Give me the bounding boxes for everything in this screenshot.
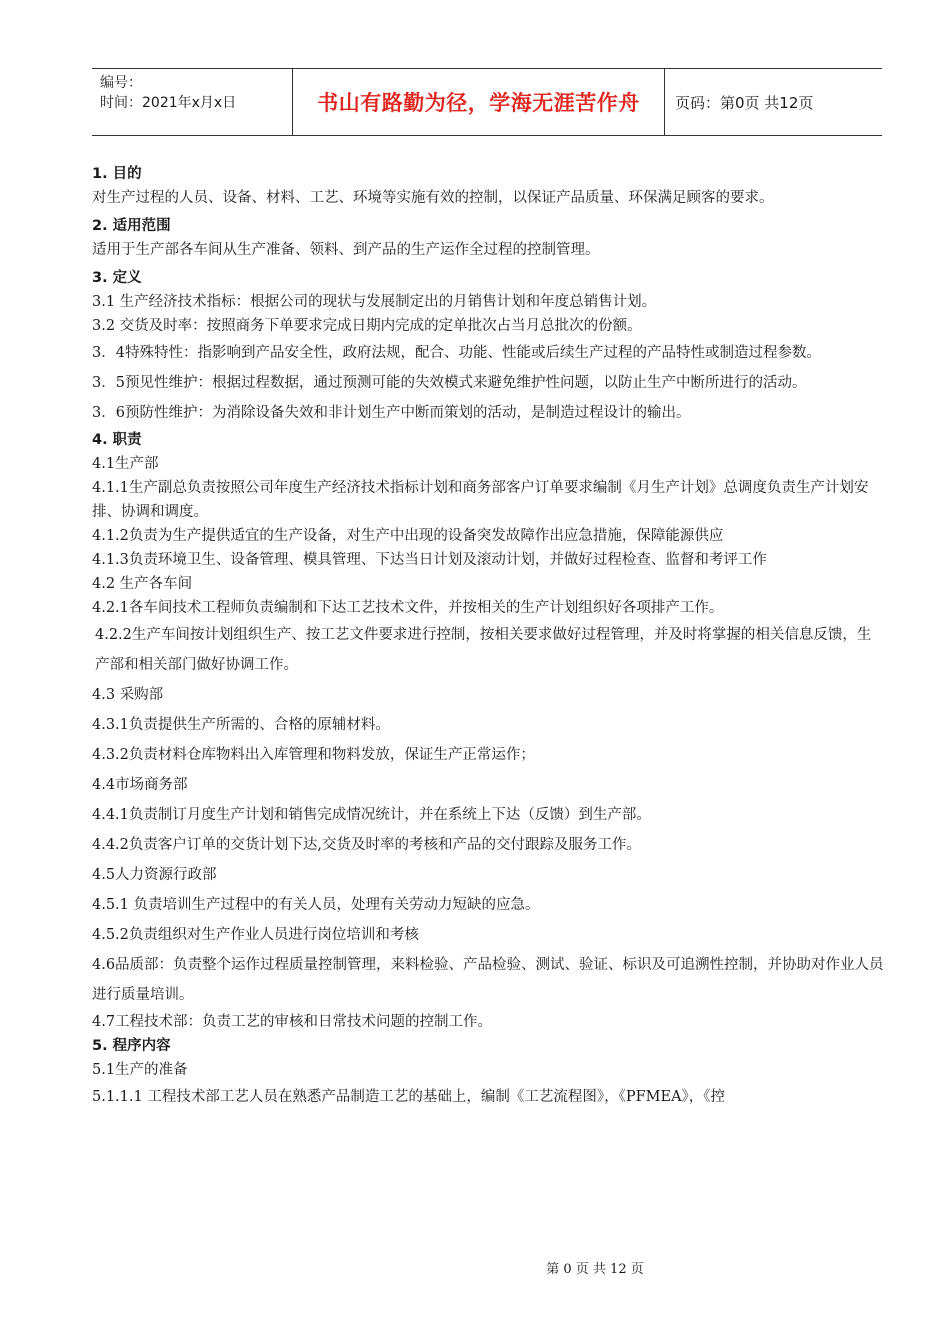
document-body xyxy=(92,162,884,1112)
section-title-definitions: 3. 定义 xyxy=(92,270,142,286)
paragraph: 4.3.2负责材料仓库物料出入库管理和物料发放，保证生产正常运作； xyxy=(92,747,535,763)
paragraph: 4.4.1负责制订月度生产计划和销售完成情况统计，并在系统上下达（反馈）到生产部。 xyxy=(92,807,651,823)
paragraph: 3．5预见性维护：根据过程数据，通过预测可能的失效模式来避免维护性问题，以防止生产中断所进行的活动。 xyxy=(92,375,807,391)
paragraph: 4.1.3负责环境卫生、设备管理、模具管理、下达当日计划及滚动计划，并做好过程检查、监督和考评工作 xyxy=(92,552,767,568)
header-meta xyxy=(92,69,292,135)
page-header xyxy=(92,68,882,136)
header-page-number: 页码：第0页 共12页 xyxy=(675,93,814,112)
paragraph: 3.1 生产经济技术指标：根据公司的现状与发展制定出的月销售计划和年度总销售计划。 xyxy=(92,294,657,310)
paragraph: 4.1生产部 xyxy=(92,456,159,472)
paragraph: 3.2 交货及时率：按照商务下单要求完成日期内完成的定单批次占当月总批次的份额。 xyxy=(92,318,642,334)
paragraph: 4.3.1负责提供生产所需的、合格的原辅材料。 xyxy=(92,717,390,733)
paragraph: 4.2.1各车间技术工程师负责编制和下达工艺技术文件，并按相关的生产计划组织好各项排产工作。 xyxy=(92,600,724,616)
paragraph: 4.5人力资源行政部 xyxy=(92,867,217,883)
paragraph: 4.1.1生产副总负责按照公司年度生产经济技术指标计划和商务部客户订单要求编制《月生产计划》总调度负责生产计划安排、协调和调度。 xyxy=(92,480,869,520)
paragraph: 4.5.2负责组织对生产作业人员进行岗位培训和考核 xyxy=(92,927,419,943)
paragraph: 5.1生产的准备 xyxy=(92,1062,188,1078)
document-time-label: 时间：2021年x月x日 xyxy=(100,95,237,111)
paragraph: 4.7工程技术部：负责工艺的审核和日常技术问题的控制工作。 xyxy=(92,1014,493,1030)
paragraph: 3．6预防性维护：为消除设备失效和非计划生产中断而策划的活动，是制造过程设计的输出。 xyxy=(92,405,691,421)
paragraph: 适用于生产部各车间从生产准备、领料、到产品的生产运作全过程的控制管理。 xyxy=(92,242,600,258)
paragraph: 对生产过程的人员、设备、材料、工艺、环境等实施有效的控制，以保证产品质量、环保满足顾客的要求。 xyxy=(92,190,774,206)
document-code-label: 编号： xyxy=(100,75,142,91)
paragraph: 4.2 生产各车间 xyxy=(92,576,193,592)
section-title-purpose: 1. 目的 xyxy=(92,166,142,182)
section-title-scope: 2. 适用范围 xyxy=(92,218,171,234)
paragraph: 4.3 采购部 xyxy=(92,687,164,703)
paragraph: 4.4.2负责客户订单的交货计划下达,交货及时率的考核和产品的交付跟踪及服务工作。 xyxy=(92,837,642,853)
paragraph: 4.5.1 负责培训生产过程中的有关人员，处理有关劳动力短缺的应急。 xyxy=(92,897,540,913)
section-title-responsibilities: 4. 职责 xyxy=(92,432,142,448)
paragraph: 5.1.1.1 工程技术部工艺人员在熟悉产品制造工艺的基础上，编制《工艺流程图》，《PFMEA》，《控 xyxy=(92,1089,726,1105)
header-motto: 书山有路勤为径，学海无涯苦作舟 xyxy=(292,69,665,135)
section-title-procedure: 5. 程序内容 xyxy=(92,1038,171,1054)
paragraph: 4.2.2生产车间按计划组织生产、按工艺文件要求进行控制，按相关要求做好过程管理，并及时将掌握的相关信息反馈，生产部和相关部门做好协调工作。 xyxy=(95,627,872,673)
paragraph: 4.1.2负责为生产提供适宜的生产设备，对生产中出现的设备突发故障作出应急措施，保障能源供应 xyxy=(92,528,724,544)
paragraph: 4.4市场商务部 xyxy=(92,777,188,793)
paragraph: 3．4特殊特性：指影响到产品安全性，政府法规，配合、功能、性能或后续生产过程的产品特性或制造过程参数。 xyxy=(92,345,821,361)
paragraph: 4.6品质部：负责整个运作过程质量控制管理，来料检验、产品检验、测试、验证、标识及可追溯性控制，并协助对作业人员进行质量培训。 xyxy=(92,957,884,1003)
page-footer: 第 0 页 共 12 页 xyxy=(546,1262,644,1277)
